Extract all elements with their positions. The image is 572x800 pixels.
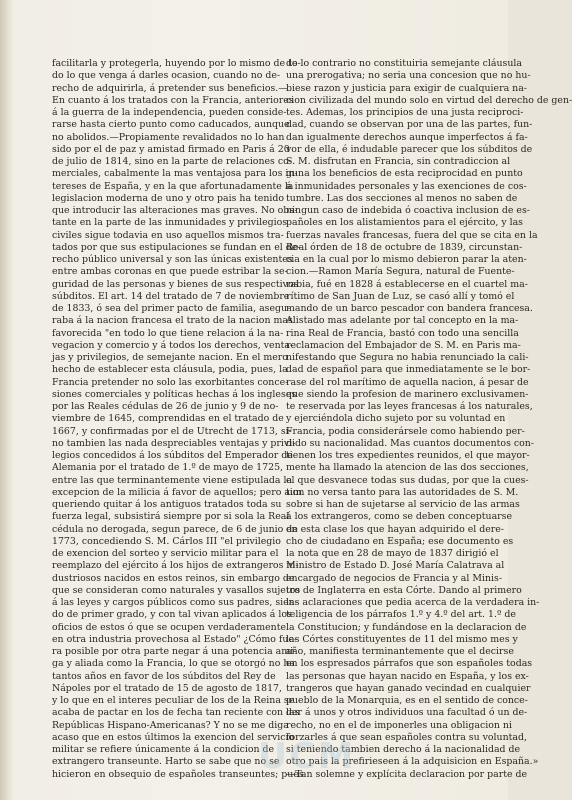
text-line: biese razon y justicia para exigir de cualquiera na- <box>286 82 527 94</box>
text-line: las personas que hayan nacido en España, y los ex- <box>286 670 529 682</box>
text-line: fuerza legal, subsistirá siempre por si sola la Real <box>52 511 290 523</box>
text-line: que siendo la profesion de marinero exclusivamen- <box>286 388 529 400</box>
text-line: pañoles en los alistamientos para el ejército, y las <box>286 217 523 229</box>
text-line: cho de ciudadano en España; ese documento es <box>286 535 514 547</box>
text-line: viembre de 1645, comprendidas en el tratado de <box>52 413 284 425</box>
text-line: tados por que sus estipulaciones se fundan en el de- <box>52 241 301 253</box>
text-line: no abolidos.—Propiamente revalidados no lo han <box>52 131 285 143</box>
text-line: que introducir las alteraciones mas graves. No obs- <box>52 205 298 216</box>
text-line: acaba de pactar en los de fecha tan reciente con las <box>52 707 300 719</box>
text-line: raba á la nacion francesa el trato de la nacion mas <box>52 315 293 327</box>
text-line: encargado de negocios de Francia y al Minis- <box>286 572 502 584</box>
text-line: dad, cuando se observan por una de las partes, fun- <box>286 119 533 131</box>
text-line: 1667, y confirmadas por el de Utrecht de 1713, si- <box>52 425 292 437</box>
text-line: de lo contrario no constituiria semejante cláusula <box>286 58 522 69</box>
text-line: merciales, cabalmente la mas ventajosa para los in- <box>52 168 298 180</box>
text-line: pueblo de la Monarquia, es en el sentido de conce- <box>286 695 528 706</box>
text-line: una prerogativa; no seria una concesion que no hu- <box>286 70 531 82</box>
text-line: hicieron en obsequio de españoles transeuntes; pues <box>52 768 304 780</box>
text-line: acaso que en estos últimos la exencion del servicio <box>52 731 295 743</box>
text-line: queriendo quitar á los antiguos tratados toda su <box>52 499 282 510</box>
text-line: do de primer grado, y con tal vivan aplicados á los <box>52 609 292 621</box>
text-line: entre ambas coronas en que puede estribar la se- <box>52 266 288 278</box>
text-line: cion civilizada del mundo solo en virtud del derecho de gen- <box>286 94 572 106</box>
text-line: súbditos. El art. 14 del tratado de 7 de noviembre <box>52 290 290 302</box>
text-line: de julio de 1814, sino en la parte de relaciones co- <box>52 156 292 167</box>
text-line: Francia, podia considerársele como habiendo per- <box>286 425 525 437</box>
text-line: dido su nacionalidad. Mas cuantos documentos con- <box>286 437 534 449</box>
text-line: reemplazo del ejército á los hijos de extrangeros in- <box>52 560 299 572</box>
text-line: ra posible por otra parte negar á una potencia ami- <box>52 646 297 657</box>
text-line: sobre si han de sujetarse al servicio de las armas <box>286 499 520 510</box>
text-line: civiles sigue todavia en uso aquellos mismos tra- <box>52 229 284 241</box>
text-line: rarse hasta cierto punto como caducados, aunque <box>52 119 290 131</box>
text-line: cia en la cual por lo mismo debieron parar la aten- <box>286 254 527 265</box>
text-line: Francia pretender no solo las exorbitantes conce- <box>52 376 289 388</box>
page-fold-shadow <box>0 0 14 800</box>
text-line: recho de adquirirla, á pretender sus beneficios.— <box>52 82 288 94</box>
text-line: recho público universal y son las únicas existentes <box>52 254 293 265</box>
text-line: ningun caso de indebida ó coactiva inclusion de es- <box>286 205 530 216</box>
text-line: forzarles á que sean españoles contra su voluntad, <box>286 731 527 743</box>
text-line: por las Reales cédulas de 26 de junio y 9 de no- <box>52 401 279 412</box>
library-watermark: UCM <box>258 736 356 777</box>
text-line: tion no versa tanto para las autoridades de S. M. <box>286 486 519 498</box>
text-line: excepcion de la milicia á favor de aquellos; pero aun <box>52 486 302 498</box>
text-line: que se consideran como naturales y vasallos sujetos <box>52 584 301 596</box>
text-line: tereses de España, y en la que afortunadamente la <box>52 180 294 192</box>
text-line: la Constitucion; y fundándose en la declaracion de <box>286 621 527 633</box>
text-line: á inmunidades personales y las exenciones de cos- <box>286 180 527 192</box>
text-line: guridad de las personas y bienes de sus respectivos <box>52 278 299 290</box>
text-line: S. M. disfrutan en Francia, sin contradiccion al <box>286 156 511 167</box>
text-line: hecho de establecer esta cláusula, podia, pues, la <box>52 364 288 376</box>
text-line: en los espresados párrafos que son españoles todas <box>286 658 533 670</box>
text-line: Repúblicas Hispano-Americanas? Y no se me diga <box>52 719 289 731</box>
text-line: nifestando que Segura no habia renunciado la cali- <box>286 352 529 363</box>
text-line: tante en la parte de las inmunidades y privilegios <box>52 217 288 229</box>
text-line: cédula no derogada, segun parece, de 6 de junio de <box>52 523 298 535</box>
text-line: cion.—Ramon María Segura, natural de Fuente- <box>286 266 515 278</box>
text-line: año, manifiesta terminantemente que el decirse <box>286 646 514 657</box>
text-line: tro de Inglaterra en esta Córte. Dando al primero <box>286 584 522 596</box>
text-line: reclamacion del Embajador de S. M. en Paris ma- <box>286 339 521 351</box>
text-line: ga y aliada como la Francia, lo que se otorgó no ha <box>52 658 295 670</box>
text-line: mente ha llamado la atencion de las dos secciones, <box>286 462 529 474</box>
text-line: en esta clase los que hayan adquirido el dere- <box>286 523 504 535</box>
right-text-column <box>286 58 572 798</box>
text-line: oficios de estos ó que se ocupen verdaderamente <box>52 621 287 633</box>
text-line: favorecida "en todo lo que tiene relacion á la na- <box>52 327 284 339</box>
text-line: do lo que venga á darles ocasion, cuando no de- <box>52 70 281 82</box>
text-line: tes. Ademas, los principios de una justa reciproci- <box>286 107 524 118</box>
text-line: tantos años en favor de los súbditos del Rey de <box>52 670 276 682</box>
text-line: de 1833, ó sea del primer pacto de familia, asegu- <box>52 303 291 314</box>
text-line: tumbre. Las dos secciones al menos no saben de <box>286 192 518 204</box>
text-line: legios concedidos á los súbditos del Emperador de <box>52 450 293 461</box>
text-line: trangeros que hayan ganado vecindad en cualquier <box>286 682 531 694</box>
text-line: —Tan solemne y explícita declaracion por parte de <box>286 768 528 780</box>
text-line: tienen los tres expedientes reunidos, el que mayor- <box>286 450 530 461</box>
text-line: vegacion y comercio y á todos los derechos, venta- <box>52 339 294 351</box>
text-line: der á unos y otros individuos una facultad ó un de- <box>286 707 528 719</box>
text-line: dad de español para que inmediatamente se le bor- <box>286 364 531 376</box>
text-line: Alemania por el tratado de 1.º de mayo de 1725, <box>52 462 284 474</box>
text-line: extrangero transeunte. Harto se sabe que no se <box>52 756 280 768</box>
text-line: sido por el de paz y amistad firmado en Paris á 20 <box>52 143 290 155</box>
text-line: mando de un barco pescador con bandera francesa. <box>286 303 533 314</box>
text-line: recho, no en el de imponerles una obligacion ni <box>286 719 512 731</box>
text-line: no tambien las nada despreciables ventajas y privi- <box>52 437 296 449</box>
text-line: te reservada por las leyes francesas á los naturales, <box>286 401 533 412</box>
text-line: á la guerra de la independencia, pueden conside- <box>52 107 287 118</box>
text-line: dan igualmente derechos aunque imperfectos á fa- <box>286 131 528 143</box>
text-line: En cuanto á los tratados con la Francia, anteriores <box>52 94 294 106</box>
text-line: entre las que terminantemente viene estipulada la <box>52 474 293 486</box>
text-line: rina Real de Francia, bastó con todo una sencilla <box>286 327 519 339</box>
text-line: en otra industria provechosa al Estado" ¿Cómo fue- <box>52 633 298 645</box>
text-line: siones comerciales y políticas hechas á los ingleses <box>52 388 297 400</box>
text-line: rabia, fué en 1828 á establecerse en el cuartel ma- <box>286 278 528 290</box>
text-line: y ejerciéndola dicho sujeto por su voluntad en <box>286 413 506 425</box>
text-line: dustriosos nacidos en estos reinos, sin embargo de <box>52 572 295 584</box>
text-line: Real órden de 18 de octubre de 1839, circunstan- <box>286 241 523 253</box>
text-line: las Córtes constituyentes de 11 del mismo mes y <box>286 633 518 645</box>
text-line: militar se refiere únicamente á la condicion de <box>52 744 275 755</box>
text-line: fuerzas navales francesas, fuera del que se cita en la <box>286 229 538 241</box>
text-line: Alistado mas adelante por tal concepto en la ma- <box>286 315 519 327</box>
text-line: á los extrangeros, como se deben conceptuarse <box>286 511 512 523</box>
text-line: legislacion moderna de uno y otro pais ha tenido <box>52 192 285 204</box>
text-line: á las leyes y cargos públicos como sus padres, sien- <box>52 597 298 608</box>
text-line: las aclaraciones que pedia acerca de la verdadera in- <box>286 597 540 608</box>
text-line: guna los beneficios de esta reciprocidad en punto <box>286 168 523 180</box>
text-line: rase del rol marítimo de aquella nacion, á pesar de <box>286 376 529 388</box>
text-line: teligencia de los párrafos 1.º y 4.º del art. 1.º de <box>286 609 516 621</box>
text-line: vor de ella, é indudable parecer que los súbditos de <box>286 143 533 155</box>
text-line: jas y privilegios, de semejante nacion. En el mero <box>52 352 288 363</box>
text-line: 1773, concediendo S. M. Cárlos III "el privilegio <box>52 535 281 547</box>
text-line: si teniendo tambien derecho á la nacionalidad de <box>286 744 521 755</box>
text-line: facilitarla y protegerla, huyendo por lo mismo de to- <box>52 58 301 69</box>
left-text-column <box>52 58 304 798</box>
text-line: el que desvanece todas sus dudas, por que la cues- <box>286 474 529 486</box>
text-line: rítimo de San Juan de Luz, se casó allí y tomó el <box>286 290 515 302</box>
text-line: de exencion del sorteo y servicio militar para el <box>52 548 279 559</box>
text-line: Nápoles por el tratado de 15 de agosto de 1817, <box>52 682 283 694</box>
text-line: y lo que en el interes peculiar de los de la Reina se <box>52 695 295 706</box>
text-line: otro pais la prefirieseen á la adquisicion en España.» <box>286 756 539 768</box>
text-line: la nota que en 28 de mayo de 1837 dirigió el <box>286 548 499 559</box>
text-line: Ministro de Estado D. José María Calatrava al <box>286 560 505 572</box>
